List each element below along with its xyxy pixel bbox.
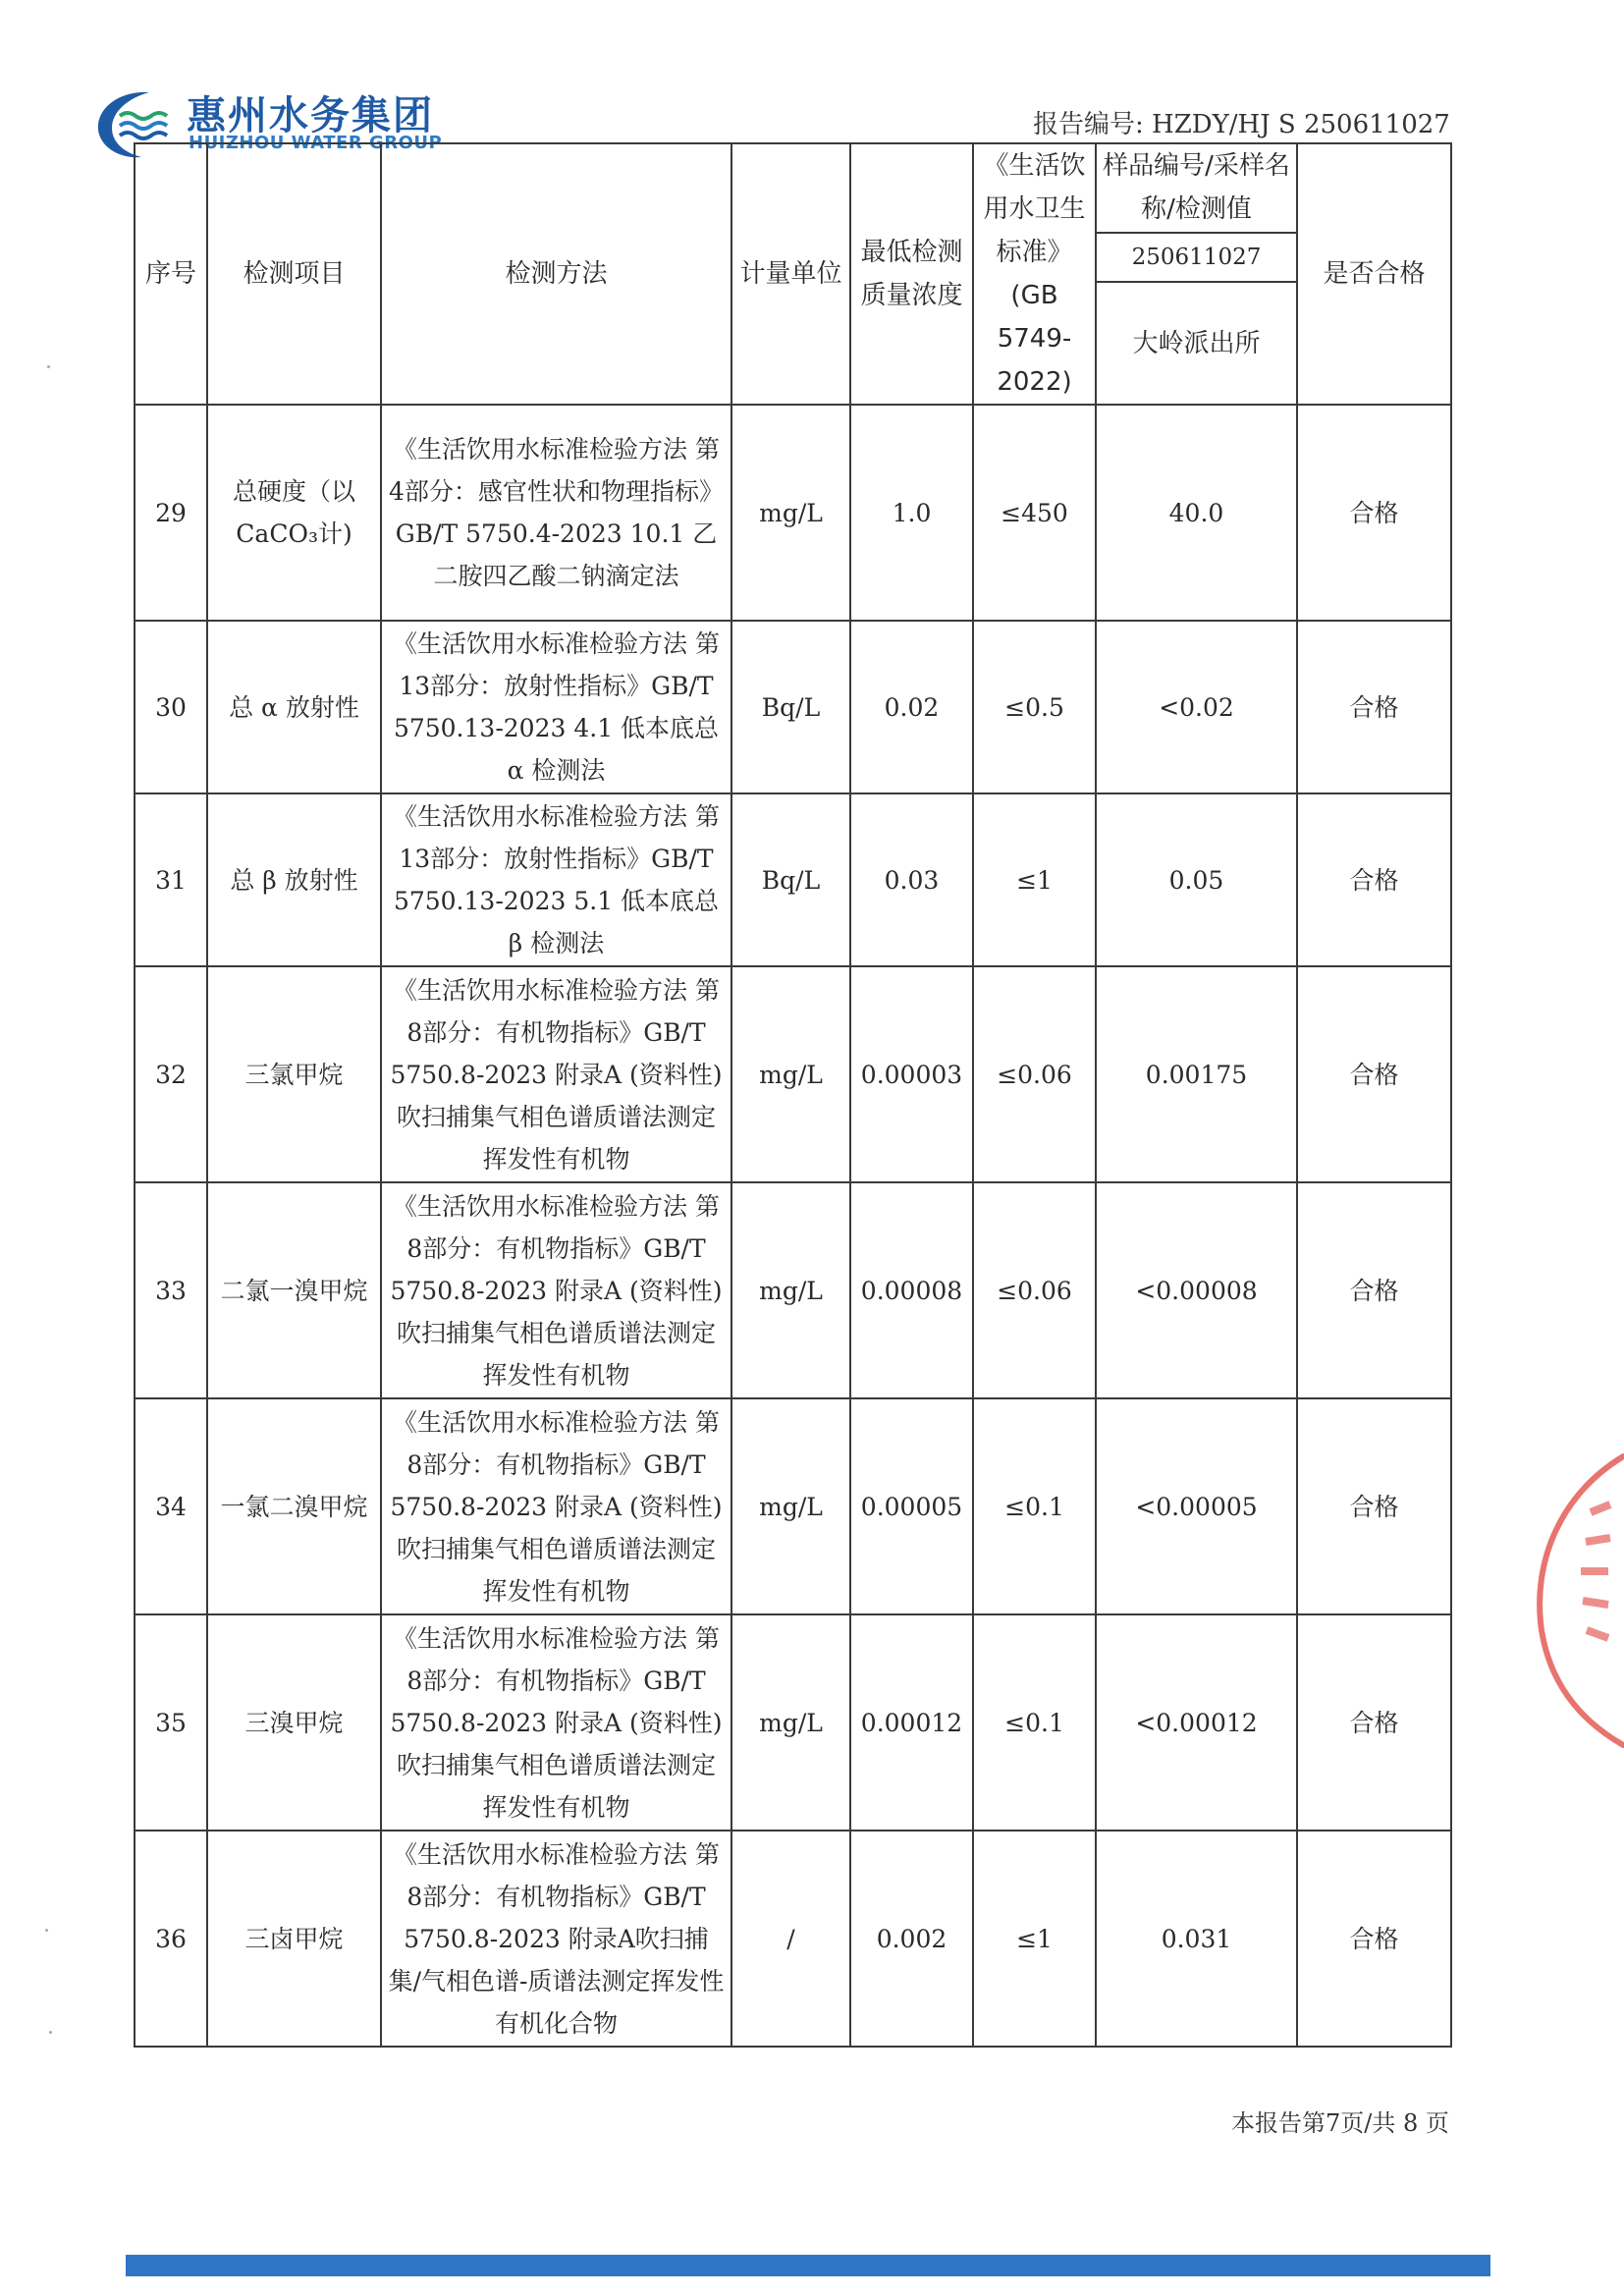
cell-limit: ≤450 bbox=[973, 405, 1096, 621]
scan-speck bbox=[47, 365, 50, 368]
scan-speck bbox=[49, 2031, 52, 2034]
cell-pass: 合格 bbox=[1297, 1614, 1451, 1831]
cell-value: 0.00175 bbox=[1096, 966, 1297, 1182]
cell-seq: 35 bbox=[135, 1614, 207, 1831]
header-pass: 是否合格 bbox=[1297, 143, 1451, 405]
cell-mdl: 0.00008 bbox=[850, 1182, 973, 1398]
cell-limit: ≤0.06 bbox=[973, 966, 1096, 1182]
table-row bbox=[135, 621, 1451, 793]
cell-limit: ≤0.1 bbox=[973, 1614, 1096, 1831]
cell-seq: 33 bbox=[135, 1182, 207, 1398]
cell-limit: ≤0.06 bbox=[973, 1182, 1096, 1398]
header-sample-group: 样品编号/采样名称/检测值 bbox=[1096, 143, 1297, 233]
cell-method: 《生活饮用水标准检验方法 第13部分：放射性指标》GB/T 5750.13-2023 5.1 低本底总 β 检测法 bbox=[381, 793, 731, 966]
cell-item: 二氯一溴甲烷 bbox=[207, 1182, 381, 1398]
report-number: 报告编号: HZDY/HJ S 250611027 bbox=[1033, 110, 1450, 139]
cell-item: 三卤甲烷 bbox=[207, 1831, 381, 2047]
cell-seq: 36 bbox=[135, 1831, 207, 2047]
page-number: 本报告第7页/共 8 页 bbox=[1231, 2109, 1449, 2137]
cell-seq: 30 bbox=[135, 621, 207, 793]
header-unit: 计量单位 bbox=[731, 143, 850, 405]
cell-unit: Bq/L bbox=[731, 793, 850, 966]
table-row bbox=[135, 1398, 1451, 1614]
cell-pass: 合格 bbox=[1297, 966, 1451, 1182]
cell-item: 三溴甲烷 bbox=[207, 1614, 381, 1831]
cell-seq: 34 bbox=[135, 1398, 207, 1614]
table-row bbox=[135, 1831, 1451, 2047]
table-row bbox=[135, 966, 1451, 1182]
header-method: 检测方法 bbox=[381, 143, 731, 405]
cell-item: 总 α 放射性 bbox=[207, 621, 381, 793]
cell-value: 0.05 bbox=[1096, 793, 1297, 966]
cell-method: 《生活饮用水标准检验方法 第4部分：感官性状和物理指标》GB/T 5750.4-2023 10.1 乙二胺四乙酸二钠滴定法 bbox=[381, 405, 731, 621]
cell-mdl: 0.03 bbox=[850, 793, 973, 966]
cell-mdl: 0.00005 bbox=[850, 1398, 973, 1614]
cell-unit: mg/L bbox=[731, 966, 850, 1182]
logo-chinese-name: 惠州水务集团 bbox=[187, 93, 434, 138]
cell-pass: 合格 bbox=[1297, 405, 1451, 621]
cell-seq: 29 bbox=[135, 405, 207, 621]
table-row bbox=[135, 793, 1451, 966]
cell-item: 总 β 放射性 bbox=[207, 793, 381, 966]
cell-method: 《生活饮用水标准检验方法 第8部分：有机物指标》GB/T 5750.8-2023 附录A (资料性)吹扫捕集气相色谱质谱法测定挥发性有机物 bbox=[381, 1398, 731, 1614]
header-standard: 《生活饮用水卫生标准》(GB 5749-2022) bbox=[973, 143, 1096, 405]
cell-seq: 31 bbox=[135, 793, 207, 966]
red-seal-stamp bbox=[1532, 1453, 1624, 1748]
cell-pass: 合格 bbox=[1297, 793, 1451, 966]
cell-pass: 合格 bbox=[1297, 1831, 1451, 2047]
cell-item: 一氯二溴甲烷 bbox=[207, 1398, 381, 1614]
header-seq: 序号 bbox=[135, 143, 207, 405]
cell-pass: 合格 bbox=[1297, 1398, 1451, 1614]
cell-limit: ≤1 bbox=[973, 793, 1096, 966]
cell-method: 《生活饮用水标准检验方法 第8部分：有机物指标》GB/T 5750.8-2023 附录A (资料性)吹扫捕集气相色谱质谱法测定挥发性有机物 bbox=[381, 966, 731, 1182]
cell-mdl: 0.00012 bbox=[850, 1614, 973, 1831]
logo-english-name: HUIZHOU WATER GROUP bbox=[189, 133, 443, 153]
cell-seq: 32 bbox=[135, 966, 207, 1182]
header-mdl: 最低检测质量浓度 bbox=[850, 143, 973, 405]
cell-unit: Bq/L bbox=[731, 621, 850, 793]
table-row bbox=[135, 1614, 1451, 1831]
cell-mdl: 0.00003 bbox=[850, 966, 973, 1182]
cell-unit: mg/L bbox=[731, 1182, 850, 1398]
cell-value: <0.00005 bbox=[1096, 1398, 1297, 1614]
header-sample-name: 大岭派出所 bbox=[1096, 282, 1297, 405]
cell-item: 总硬度（以CaCO₃计) bbox=[207, 405, 381, 621]
scan-speck bbox=[45, 1929, 48, 1932]
cell-value: <0.00008 bbox=[1096, 1182, 1297, 1398]
cell-value: <0.00012 bbox=[1096, 1614, 1297, 1831]
cell-mdl: 1.0 bbox=[850, 405, 973, 621]
cell-limit: ≤1 bbox=[973, 1831, 1096, 2047]
cell-limit: ≤0.1 bbox=[973, 1398, 1096, 1614]
test-results-table bbox=[134, 142, 1452, 2048]
cell-unit: mg/L bbox=[731, 405, 850, 621]
header-sample-id: 250611027 bbox=[1096, 233, 1297, 282]
table-row bbox=[135, 1182, 1451, 1398]
header-item: 检测项目 bbox=[207, 143, 381, 405]
cell-unit: mg/L bbox=[731, 1398, 850, 1614]
cell-value: 40.0 bbox=[1096, 405, 1297, 621]
cell-item: 三氯甲烷 bbox=[207, 966, 381, 1182]
cell-method: 《生活饮用水标准检验方法 第8部分：有机物指标》GB/T 5750.8-2023 附录A (资料性)吹扫捕集气相色谱质谱法测定挥发性有机物 bbox=[381, 1182, 731, 1398]
cell-limit: ≤0.5 bbox=[973, 621, 1096, 793]
cell-method: 《生活饮用水标准检验方法 第13部分：放射性指标》GB/T 5750.13-2023 4.1 低本底总 α 检测法 bbox=[381, 621, 731, 793]
cell-mdl: 0.02 bbox=[850, 621, 973, 793]
cell-method: 《生活饮用水标准检验方法 第8部分：有机物指标》GB/T 5750.8-2023 附录A (资料性)吹扫捕集气相色谱质谱法测定挥发性有机物 bbox=[381, 1614, 731, 1831]
footer-bar bbox=[126, 2255, 1490, 2276]
cell-method: 《生活饮用水标准检验方法 第8部分：有机物指标》GB/T 5750.8-2023 附录A吹扫捕集/气相色谱-质谱法测定挥发性有机化合物 bbox=[381, 1831, 731, 2047]
cell-unit: mg/L bbox=[731, 1614, 850, 1831]
table-row bbox=[135, 405, 1451, 621]
cell-mdl: 0.002 bbox=[850, 1831, 973, 2047]
cell-value: <0.02 bbox=[1096, 621, 1297, 793]
cell-value: 0.031 bbox=[1096, 1831, 1297, 2047]
cell-unit: / bbox=[731, 1831, 850, 2047]
cell-pass: 合格 bbox=[1297, 621, 1451, 793]
cell-pass: 合格 bbox=[1297, 1182, 1451, 1398]
